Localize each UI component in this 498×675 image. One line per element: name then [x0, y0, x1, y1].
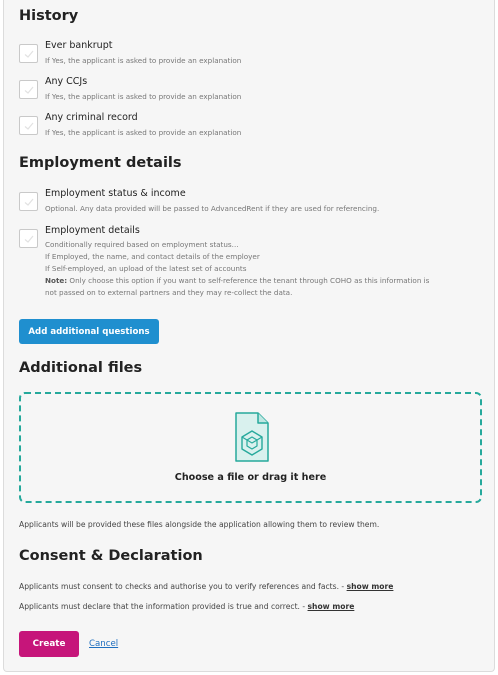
bankrupt-label: Ever bankrupt	[45, 40, 113, 51]
declaration-show-more-link[interactable]: show more	[307, 602, 355, 611]
employment-details-note	[45, 275, 429, 287]
create-button[interactable]: Create	[19, 631, 79, 657]
consent-text: Applicants must consent to checks and authorise you to verify references and facts. -	[19, 582, 347, 591]
bankrupt-hint: If Yes, the applicant is asked to provide an explanation	[45, 56, 242, 65]
check-icon	[23, 233, 35, 245]
employment-details-hint-1: Conditionally required based on employment status...	[45, 240, 239, 249]
consent-show-more-link[interactable]: show more	[346, 582, 394, 591]
employment-details-label: Employment details	[45, 225, 140, 236]
check-icon	[23, 48, 35, 60]
employment-status-hint: Optional. Any data provided will be passed to AdvancedRent if they are used for referencing.	[45, 204, 380, 213]
history-heading: History	[19, 8, 79, 24]
check-icon	[23, 84, 35, 96]
employment-details-hint-3: If Self-employed, an upload of the latest set of accounts	[45, 264, 247, 273]
criminal-record-label: Any criminal record	[45, 112, 138, 123]
file-upload-icon	[233, 411, 271, 463]
employment-status-checkbox[interactable]	[19, 192, 38, 211]
declaration-line	[19, 602, 354, 611]
additional-files-heading: Additional files	[19, 360, 143, 376]
check-icon	[23, 120, 35, 132]
check-icon	[23, 196, 35, 208]
ccjs-hint: If Yes, the applicant is asked to provide an explanation	[45, 92, 242, 101]
criminal-record-hint: If Yes, the applicant is asked to provide an explanation	[45, 128, 242, 137]
files-info-text: Applicants will be provided these files alongside the application allowing them to review them.	[19, 520, 380, 529]
file-dropzone[interactable]	[19, 392, 482, 503]
criminal-record-checkbox[interactable]	[19, 116, 38, 135]
employment-details-note-2: not passed on to external partners and they may re-collect the data.	[45, 288, 293, 297]
note-label: Note:	[45, 276, 68, 285]
bankrupt-checkbox[interactable]	[19, 44, 38, 63]
ccjs-label: Any CCJs	[45, 76, 88, 87]
form-panel	[3, 0, 495, 672]
declaration-text: Applicants must declare that the information provided is true and correct. -	[19, 602, 308, 611]
cancel-link[interactable]: Cancel	[89, 639, 119, 649]
employment-details-checkbox[interactable]	[19, 229, 38, 248]
consent-heading: Consent & Declaration	[19, 548, 203, 564]
employment-heading: Employment details	[19, 155, 182, 171]
add-additional-questions-button[interactable]: Add additional questions	[19, 319, 159, 344]
consent-line	[19, 582, 393, 591]
note-text: Only choose this option if you want to self-reference the tenant through COHO as this information is	[67, 276, 430, 285]
employment-status-label: Employment status & income	[45, 188, 186, 199]
ccjs-checkbox[interactable]	[19, 80, 38, 99]
employment-details-hint-2: If Employed, the name, and contact details of the employer	[45, 252, 260, 261]
dropzone-text: Choose a file or drag it here	[174, 472, 327, 483]
